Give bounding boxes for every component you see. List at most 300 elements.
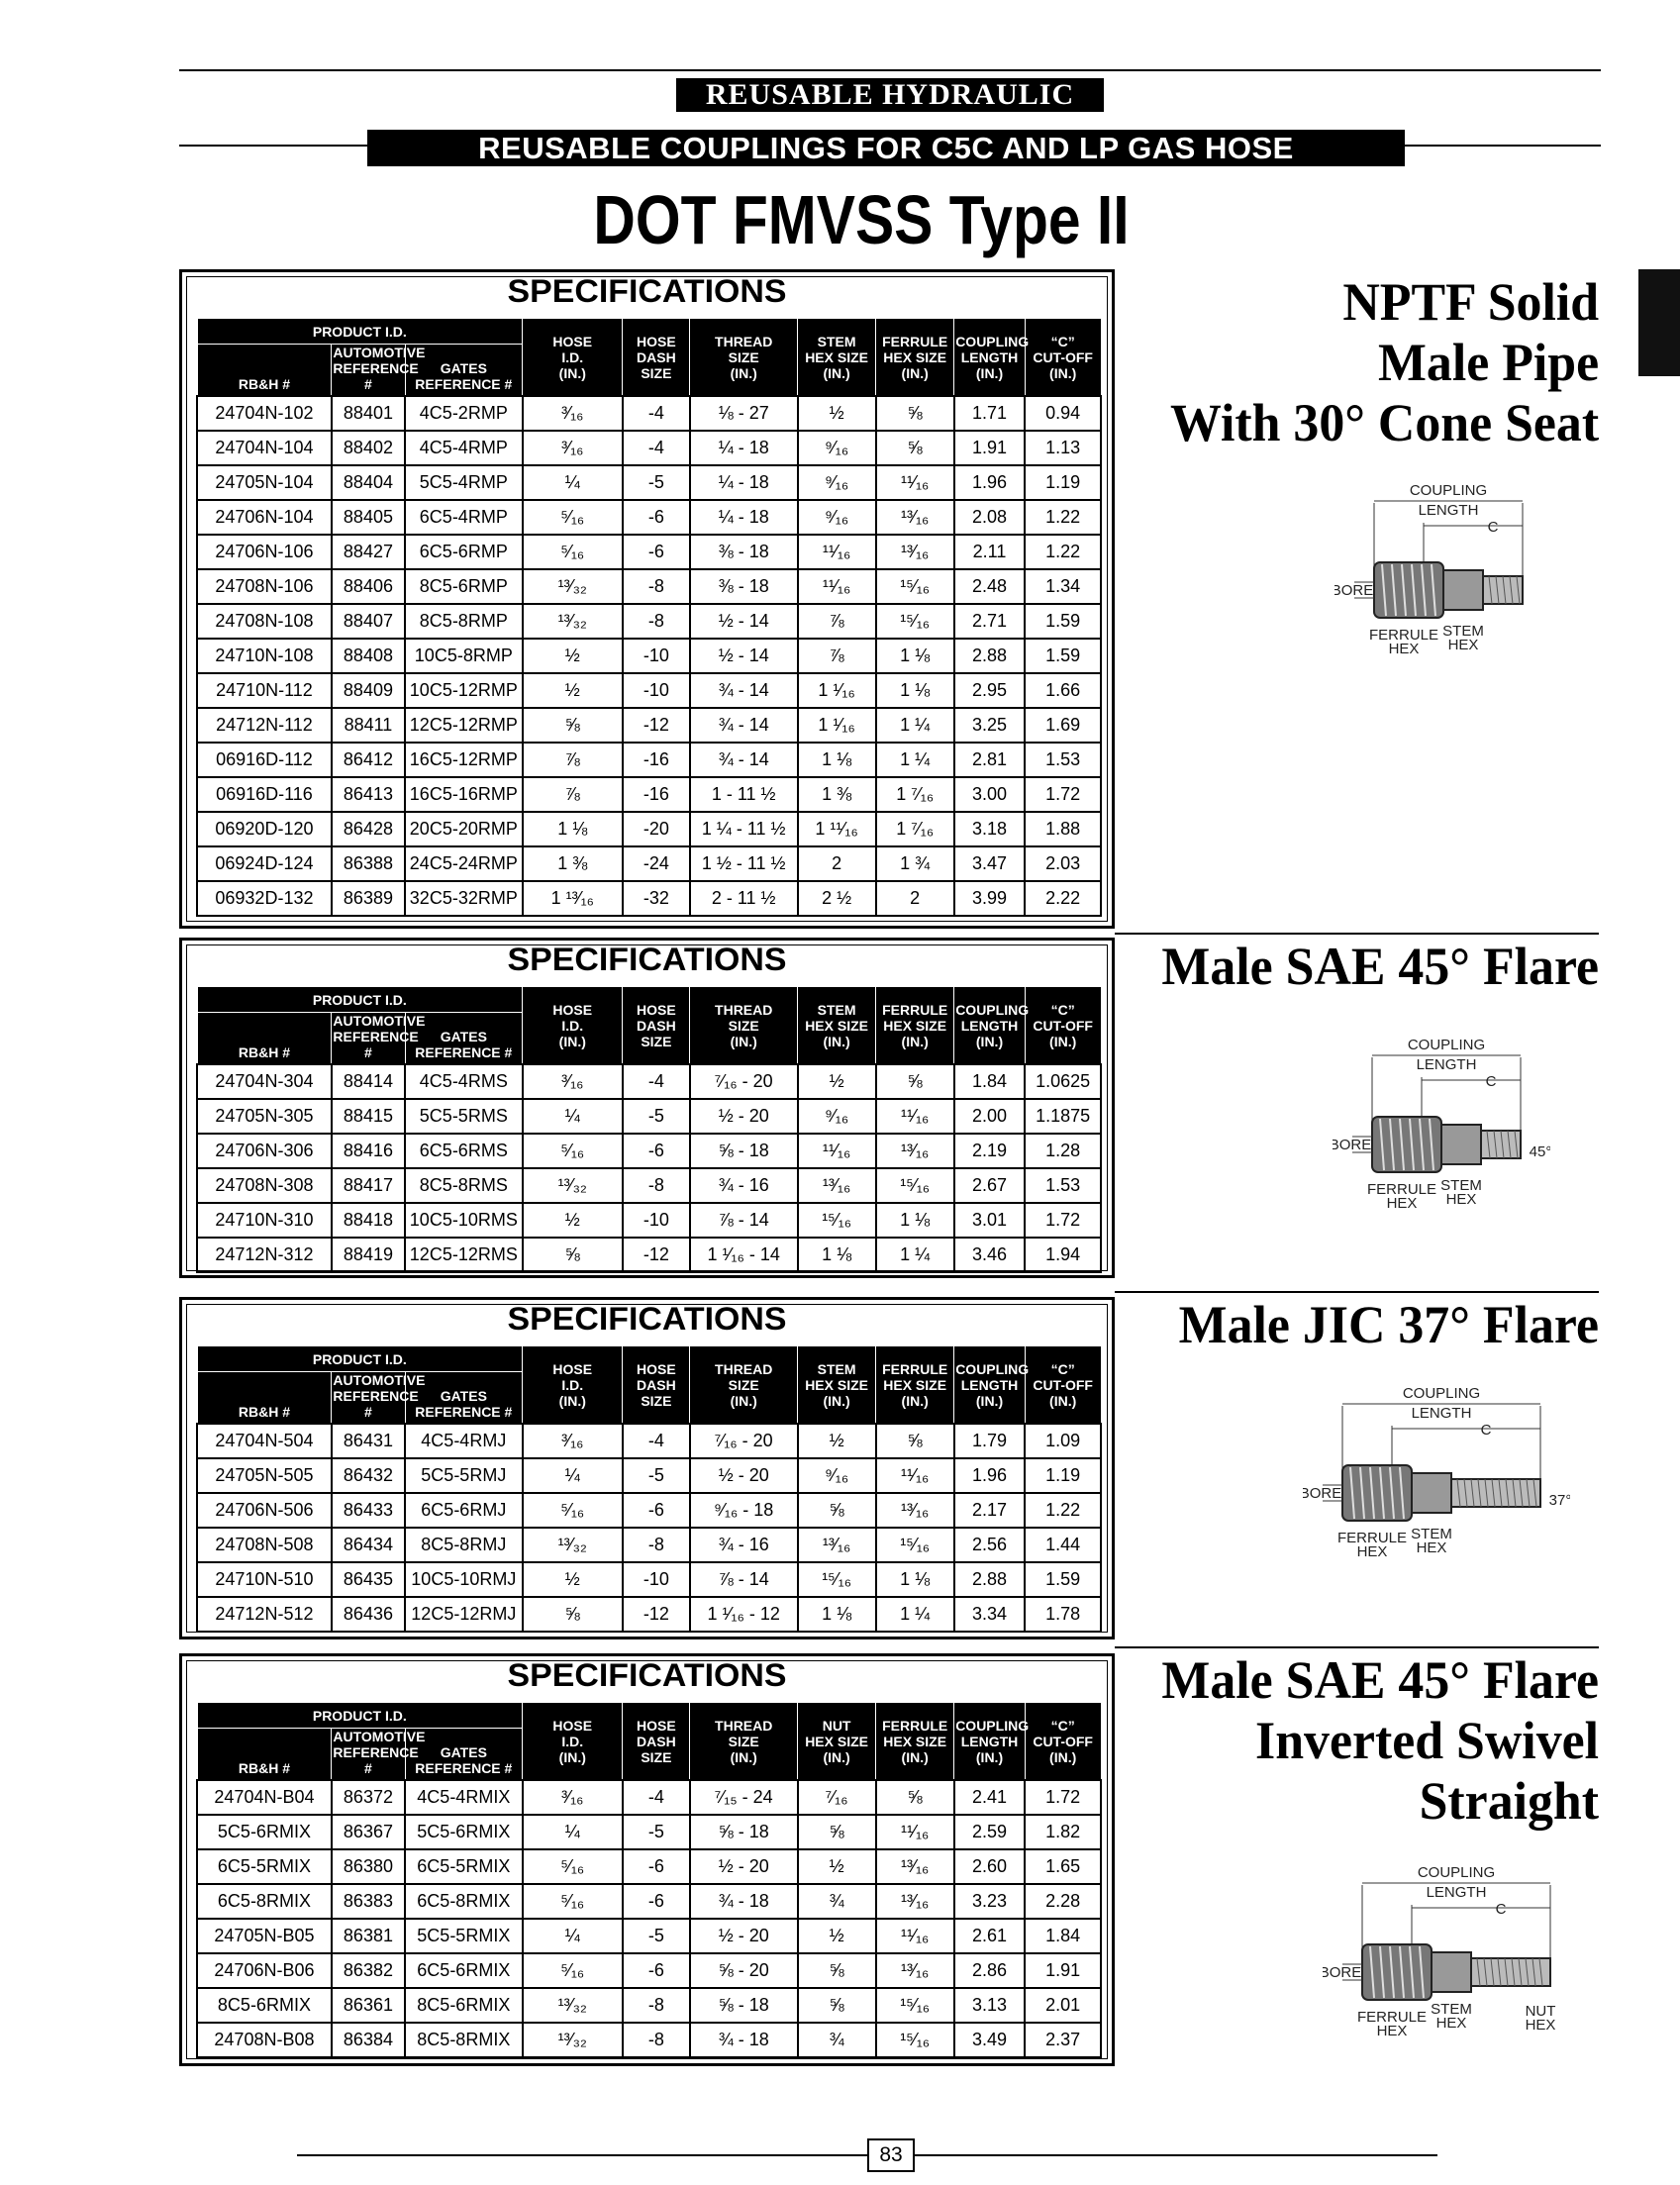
table-cell: 2.95 (954, 673, 1026, 708)
table-cell: 06924D-124 (197, 846, 332, 881)
table-cell: 88427 (332, 535, 405, 569)
ferrule-hex-header-line: FERRULE (882, 1717, 948, 1734)
hose-dash-header (623, 987, 690, 1065)
table-cell: 1.72 (1025, 777, 1101, 812)
product-id-label: PRODUCT I.D. (312, 991, 407, 1008)
table-cell: -5 (623, 1815, 690, 1849)
table-cell: 1.84 (1025, 1919, 1101, 1953)
table-cell: ¾ - 16 (690, 1528, 798, 1562)
table-cell: ⁵⁄₁₆ (523, 535, 623, 569)
hex-size-header-line: (IN.) (823, 1392, 850, 1409)
table-cell: 1 ¼ (876, 708, 954, 743)
fitting-title-line: Straight (1419, 1771, 1599, 1831)
table-cell: 6C5-5RMIX (197, 1849, 332, 1884)
table-cell: 24712N-112 (197, 708, 332, 743)
table-cell: 88409 (332, 673, 405, 708)
table-cell: 3.23 (954, 1884, 1026, 1919)
table-cell: ¹³⁄₃₂ (523, 2023, 623, 2057)
table-cell: 24710N-108 (197, 639, 332, 673)
fitting-title (1161, 937, 1599, 997)
table-cell: -5 (623, 465, 690, 500)
table-cell: ¼ - 18 (690, 465, 798, 500)
table-row (197, 465, 1101, 500)
diagram-label: BORE (1323, 1964, 1362, 1981)
hose-dash-header (623, 319, 690, 397)
table-cell: 1 ⅜ (798, 777, 876, 812)
table-cell: ¹¹⁄₁₆ (876, 1919, 954, 1953)
table-cell: ⁹⁄₁₆ (798, 1458, 876, 1493)
table-cell: 24708N-108 (197, 604, 332, 639)
table-cell: ¾ - 14 (690, 708, 798, 743)
table-cell: ¼ (523, 1099, 623, 1134)
header-row-1 (197, 1346, 1101, 1372)
coupling-length-header (954, 1346, 1030, 1425)
fitting-title-line: Male Pipe (1377, 333, 1599, 392)
table-cell: -10 (623, 639, 690, 673)
table-cell: ⅝ - 18 (690, 1815, 798, 1849)
coupling-length-header (954, 1703, 1030, 1781)
table-cell: 1.1875 (1025, 1099, 1101, 1134)
diagram-label: STEM (1431, 2001, 1472, 2018)
diagram-label: FERRULE (1366, 1181, 1437, 1198)
fitting-diagram (1323, 1863, 1580, 2051)
table-row (197, 743, 1101, 777)
table-row (197, 1134, 1101, 1168)
table-cell: 24705N-305 (197, 1099, 332, 1134)
table-cell: 1.72 (1025, 1780, 1101, 1815)
table-cell: 8C5-6RMIX (405, 1988, 523, 2023)
table-cell: ⅝ - 20 (690, 1953, 798, 1988)
hex-size-header (798, 319, 876, 397)
fitting-drawing (1334, 481, 1552, 669)
table-cell: 86361 (332, 1988, 405, 2023)
table-cell: 3.47 (954, 846, 1026, 881)
table-cell: -8 (623, 604, 690, 639)
table-cell: ¹³⁄₁₆ (876, 1953, 954, 1988)
product-id-header (197, 987, 523, 1013)
diagram-label: COUPLING (1402, 1385, 1481, 1402)
table-cell: ⅝ (876, 1780, 954, 1815)
table-cell: 3.00 (954, 777, 1026, 812)
table-cell: ¼ (523, 1458, 623, 1493)
table-cell: ½ - 20 (690, 1849, 798, 1884)
ferrule-hex-header-line: HEX SIZE (883, 1733, 947, 1749)
table-cell: 2.59 (954, 1815, 1026, 1849)
rbh-header (197, 345, 332, 397)
coupling-length-header-line: LENGTH (960, 1733, 1019, 1749)
table-cell: 8C5-6RMIX (197, 1988, 332, 2023)
table-cell: 10C5-8RMP (405, 639, 523, 673)
table-cell: 1 ¹⁄₁₆ - 12 (690, 1597, 798, 1632)
table-cell: -6 (623, 500, 690, 535)
hose-dash-header (623, 1346, 690, 1425)
hose-id-header-line: I.D. (561, 1017, 584, 1034)
table-cell: 3.34 (954, 1597, 1026, 1632)
table-cell: 4C5-4RMJ (405, 1424, 523, 1458)
table-cell: 24708N-B08 (197, 2023, 332, 2057)
table-cell: -4 (623, 431, 690, 465)
table-cell: 32C5-32RMP (405, 881, 523, 916)
table-cell: 1.44 (1025, 1528, 1101, 1562)
fitting-title-line: NPTF Solid (1342, 272, 1599, 332)
hose-dash-header-line: DASH (637, 1017, 676, 1034)
table-cell: 2.86 (954, 1953, 1026, 1988)
table-cell: 1.59 (1025, 1562, 1101, 1597)
rbh-header (197, 1729, 332, 1781)
table-cell: 1 ¼ - 11 ½ (690, 812, 798, 846)
automotive-ref-header-line: AUTOMOTIVE (333, 1729, 426, 1744)
section-rule (1115, 933, 1599, 935)
table-cell: 2 ½ (798, 881, 876, 916)
table-row (197, 639, 1101, 673)
product-id-label: PRODUCT I.D. (312, 1707, 407, 1724)
table-cell: 24704N-104 (197, 431, 332, 465)
coupling-length-header (954, 987, 1030, 1065)
table-cell: ½ - 14 (690, 639, 798, 673)
table-cell: 16C5-12RMP (405, 743, 523, 777)
table-cell: 1.78 (1025, 1597, 1101, 1632)
gates-ref-header-line: REFERENCE # (415, 1044, 513, 1060)
table-cell: 1 ¹⁄₁₆ - 14 (690, 1238, 798, 1272)
gates-ref-header-line: REFERENCE # (415, 1404, 513, 1420)
table-cell: ⅝ (798, 1493, 876, 1528)
diagram-label: LENGTH (1426, 1884, 1487, 1901)
table-cell: -12 (623, 708, 690, 743)
product-id-label: PRODUCT I.D. (312, 1350, 407, 1367)
rbh-header (197, 1013, 332, 1065)
diagram-label: HEX (1356, 1543, 1388, 1560)
ferrule-hex-header (876, 1346, 954, 1425)
cutoff-header-line: (IN.) (1049, 1033, 1077, 1049)
table-cell: 1 ⅛ (876, 639, 954, 673)
section-rule (1115, 1291, 1599, 1293)
table-cell: 1.22 (1025, 500, 1101, 535)
diagram-label: FERRULE (1356, 2009, 1428, 2026)
spec-table (196, 986, 1102, 1273)
diagram-label: BORE (1333, 1137, 1372, 1153)
diagram-label: C (1485, 1073, 1497, 1090)
fitting-title (1161, 1650, 1599, 1832)
table-cell: 86428 (332, 812, 405, 846)
table-cell: 1.09 (1025, 1424, 1101, 1458)
coupling-length-header-line: (IN.) (975, 364, 1004, 381)
diagram-label: LENGTH (1411, 1405, 1472, 1422)
table-cell: ½ - 20 (690, 1919, 798, 1953)
table-row (197, 846, 1101, 881)
table-cell: 20C5-20RMP (405, 812, 523, 846)
table-cell: ³⁄₁₆ (523, 396, 623, 431)
table-cell: ¼ (523, 1919, 623, 1953)
table-cell: 4C5-2RMP (405, 396, 523, 431)
table-cell: 4C5-4RMIX (405, 1780, 523, 1815)
coupling-length-header-line: (IN.) (975, 1392, 1004, 1409)
coupling-length-header-line: COUPLING (955, 1717, 1030, 1734)
table-row (197, 1919, 1101, 1953)
cutoff-header-line: CUT-OFF (1033, 1376, 1093, 1393)
coupling-length-header-line: (IN.) (975, 1033, 1004, 1049)
fitting-diagram (1303, 1384, 1570, 1572)
diagram-label: LENGTH (1416, 1056, 1477, 1073)
hose-dash-header-line: SIZE (641, 1748, 672, 1765)
table-cell: 1 ⁷⁄₁₆ (876, 812, 954, 846)
table-cell: 86372 (332, 1780, 405, 1815)
automotive-ref-header-line: AUTOMOTIVE (333, 345, 426, 360)
table-cell: ⁷⁄₁₆ - 20 (690, 1424, 798, 1458)
table-cell: 24712N-512 (197, 1597, 332, 1632)
table-cell: ¹⁵⁄₁₆ (876, 2023, 954, 2057)
table-cell: 1 ⅛ (798, 1597, 876, 1632)
table-cell: 1.71 (954, 396, 1026, 431)
thread-size-header-line: THREAD (715, 1360, 773, 1377)
table-row (197, 1493, 1101, 1528)
table-row (197, 1168, 1101, 1203)
table-cell: -10 (623, 1562, 690, 1597)
table-row (197, 1238, 1101, 1272)
table-cell: 24708N-106 (197, 569, 332, 604)
specifications-title: SPECIFICATIONS (507, 1301, 787, 1337)
table-cell: ⅝ (523, 708, 623, 743)
table-cell: ³⁄₁₆ (523, 1064, 623, 1099)
diagram-label: COUPLING (1409, 482, 1488, 499)
diagram-label: COUPLING (1417, 1864, 1496, 1881)
table-cell: 2 (876, 881, 954, 916)
table-cell: 1.96 (954, 465, 1026, 500)
table-cell: -4 (623, 1780, 690, 1815)
table-cell: 86433 (332, 1493, 405, 1528)
table-cell: 88411 (332, 708, 405, 743)
table-cell: ¹¹⁄₁₆ (876, 1099, 954, 1134)
table-cell: ¼ (523, 1815, 623, 1849)
table-cell: 24704N-102 (197, 396, 332, 431)
table-cell: ½ (798, 1849, 876, 1884)
table-cell: ¹³⁄₃₂ (523, 569, 623, 604)
table-cell: 24706N-506 (197, 1493, 332, 1528)
hose-id-header-line: HOSE (552, 1001, 593, 1018)
table-cell: 1.53 (1025, 1168, 1101, 1203)
table-cell: ⅝ (876, 1064, 954, 1099)
table-cell: ¹⁵⁄₁₆ (876, 604, 954, 639)
coupling-length-header-line: (IN.) (975, 1748, 1004, 1765)
table-cell: ³⁄₁₆ (523, 1424, 623, 1458)
table-cell: ⁷⁄₁₅ - 24 (690, 1780, 798, 1815)
cutoff-header (1025, 1703, 1101, 1781)
table-cell: -4 (623, 396, 690, 431)
automotive-ref-header-line: REFERENCE # (333, 1029, 419, 1060)
spec-table (196, 1702, 1102, 2058)
spec-panel (179, 269, 1115, 929)
table-cell: 24705N-505 (197, 1458, 332, 1493)
table-row (197, 777, 1101, 812)
table-cell: 24706N-106 (197, 535, 332, 569)
table-cell: ½ (523, 1203, 623, 1238)
diagram-label: COUPLING (1407, 1037, 1486, 1053)
table-cell: 8C5-6RMP (405, 569, 523, 604)
table-cell: 1 ¼ (876, 1597, 954, 1632)
category-band: REUSABLE HYDRAULIC (676, 78, 1104, 112)
table-cell: 24712N-312 (197, 1238, 332, 1272)
table-cell: 86413 (332, 777, 405, 812)
thread-size-header (690, 1346, 798, 1425)
table-cell: ¹⁵⁄₁₆ (876, 1988, 954, 2023)
table-cell: -6 (623, 1953, 690, 1988)
table-cell: 1 ¼ (876, 743, 954, 777)
cutoff-header-line: (IN.) (1049, 1392, 1077, 1409)
table-row (197, 1203, 1101, 1238)
hex-size-header-line: STEM (817, 333, 856, 349)
table-cell: 1.59 (1025, 639, 1101, 673)
cutoff-header-line: “C” (1050, 1717, 1075, 1734)
table-cell: 1 ⅛ (523, 812, 623, 846)
table-cell: 8C5-8RMP (405, 604, 523, 639)
table-cell: 1 ⅛ (876, 1562, 954, 1597)
cutoff-header-line: CUT-OFF (1033, 1017, 1093, 1034)
thread-size-header-line: SIZE (728, 348, 759, 365)
table-cell: ⅝ - 18 (690, 1988, 798, 2023)
hex-size-header-line: (IN.) (823, 1748, 850, 1765)
table-cell: 24704N-504 (197, 1424, 332, 1458)
table-row (197, 1815, 1101, 1849)
diagram-label: FERRULE (1368, 627, 1439, 644)
table-row (197, 396, 1101, 431)
fitting-title (1179, 1295, 1599, 1355)
table-cell: 88408 (332, 639, 405, 673)
fitting-diagram (1334, 481, 1552, 669)
table-cell: 2.17 (954, 1493, 1026, 1528)
table-cell: 06916D-116 (197, 777, 332, 812)
table-cell: -10 (623, 1203, 690, 1238)
table-cell: 88406 (332, 569, 405, 604)
specifications-title: SPECIFICATIONS (507, 942, 787, 977)
table-cell: 24710N-310 (197, 1203, 332, 1238)
table-cell: 4C5-4RMS (405, 1064, 523, 1099)
hose-id-header (523, 319, 623, 397)
table-cell: 2.03 (1025, 846, 1101, 881)
table-cell: 1 ⅛ (798, 1238, 876, 1272)
coupling-length-header-line: COUPLING (955, 333, 1030, 349)
table-row (197, 1424, 1101, 1458)
hose-id-header-line: I.D. (561, 1733, 584, 1749)
table-cell: 1 ⅜ (523, 846, 623, 881)
table-row (197, 673, 1101, 708)
thread-size-header (690, 987, 798, 1065)
table-cell: -8 (623, 1988, 690, 2023)
table-row (197, 535, 1101, 569)
table-cell: ¹³⁄₁₆ (876, 1849, 954, 1884)
coupling-length-header-line: LENGTH (960, 1376, 1019, 1393)
table-cell: 88404 (332, 465, 405, 500)
table-cell: 6C5-6RMP (405, 535, 523, 569)
table-cell: ¹³⁄₁₆ (798, 1528, 876, 1562)
product-id-header (197, 1346, 523, 1372)
table-cell: 1 ¹⁄₁₆ (798, 673, 876, 708)
table-row (197, 431, 1101, 465)
table-cell: 1.22 (1025, 535, 1101, 569)
hose-id-header-line: (IN.) (558, 1033, 586, 1049)
section-rule (1115, 1646, 1599, 1648)
diagram-label: BORE (1334, 582, 1374, 599)
ferrule-hex-header-line: HEX SIZE (883, 1376, 947, 1393)
table-cell: 86432 (332, 1458, 405, 1493)
hex-size-header-line: HEX SIZE (805, 348, 868, 365)
page-edge-tab (1638, 269, 1680, 376)
table-row (197, 1562, 1101, 1597)
table-cell: ¾ - 18 (690, 1884, 798, 1919)
table-cell: 6C5-8RMIX (405, 1884, 523, 1919)
gates-ref-header-line: GATES (440, 360, 487, 376)
hose-id-header-line: I.D. (561, 1376, 584, 1393)
hex-size-header-line: (IN.) (823, 364, 850, 381)
table-cell: 88402 (332, 431, 405, 465)
automotive-ref-header-line: AUTOMOTIVE (333, 1013, 426, 1029)
diagram-label: BORE (1303, 1485, 1342, 1502)
table-cell: -16 (623, 777, 690, 812)
hose-id-header-line: HOSE (552, 333, 593, 349)
table-cell: ⅞ (523, 743, 623, 777)
table-cell: ¼ - 18 (690, 431, 798, 465)
table-cell: 86436 (332, 1597, 405, 1632)
thread-size-header-line: SIZE (728, 1376, 759, 1393)
table-cell: -6 (623, 1849, 690, 1884)
rbh-label: RB&H # (238, 1044, 290, 1060)
hose-dash-header-line: HOSE (637, 333, 676, 349)
page-number: 83 (867, 2138, 915, 2172)
table-cell: 24705N-B05 (197, 1919, 332, 1953)
cutoff-header-line: (IN.) (1049, 364, 1077, 381)
table-cell: ¹³⁄₁₆ (876, 1493, 954, 1528)
automotive-ref-header-line: AUTOMOTIVE (333, 1372, 426, 1388)
ferrule-hex-header (876, 1703, 954, 1781)
coupling-length-header-line: COUPLING (955, 1360, 1030, 1377)
table-cell: 6C5-6RMS (405, 1134, 523, 1168)
table-cell: ⁵⁄₁₆ (523, 1953, 623, 1988)
table-cell: 2.71 (954, 604, 1026, 639)
thread-size-header (690, 1703, 798, 1781)
thread-size-header-line: SIZE (728, 1017, 759, 1034)
table-row (197, 1458, 1101, 1493)
table-row (197, 708, 1101, 743)
table-cell: ⁹⁄₁₆ (798, 465, 876, 500)
table-cell: 5C5-5RMIX (405, 1919, 523, 1953)
table-cell: 86380 (332, 1849, 405, 1884)
hex-size-header-line: HEX SIZE (805, 1733, 868, 1749)
table-cell: 1.19 (1025, 1458, 1101, 1493)
table-cell: ¹¹⁄₁₆ (876, 1458, 954, 1493)
ferrule-hex-header (876, 987, 954, 1065)
table-cell: 2 - 11 ½ (690, 881, 798, 916)
cutoff-header-line: “C” (1050, 1001, 1075, 1018)
table-cell: 5C5-5RMJ (405, 1458, 523, 1493)
table-cell: 86382 (332, 1953, 405, 1988)
diagram-label: NUT (1525, 2003, 1556, 2020)
table-cell: -24 (623, 846, 690, 881)
table-cell: 1 ⅛ (876, 1203, 954, 1238)
table-cell: 12C5-12RMP (405, 708, 523, 743)
diagram-label: C (1480, 1422, 1492, 1439)
table-cell: 86431 (332, 1424, 405, 1458)
hose-dash-header-line: DASH (637, 348, 676, 365)
diagram-label: HEX (1435, 2015, 1467, 2032)
table-cell: 86389 (332, 881, 405, 916)
table-cell: ¹⁵⁄₁₆ (876, 569, 954, 604)
hex-size-header-line: STEM (817, 1001, 856, 1018)
table-cell: 88419 (332, 1238, 405, 1272)
table-cell: 1.59 (1025, 604, 1101, 639)
table-cell: 86383 (332, 1884, 405, 1919)
hose-id-header-line: (IN.) (558, 1748, 586, 1765)
table-cell: ⅝ (523, 1597, 623, 1632)
table-cell: ½ (523, 1562, 623, 1597)
table-cell: ⁹⁄₁₆ (798, 431, 876, 465)
